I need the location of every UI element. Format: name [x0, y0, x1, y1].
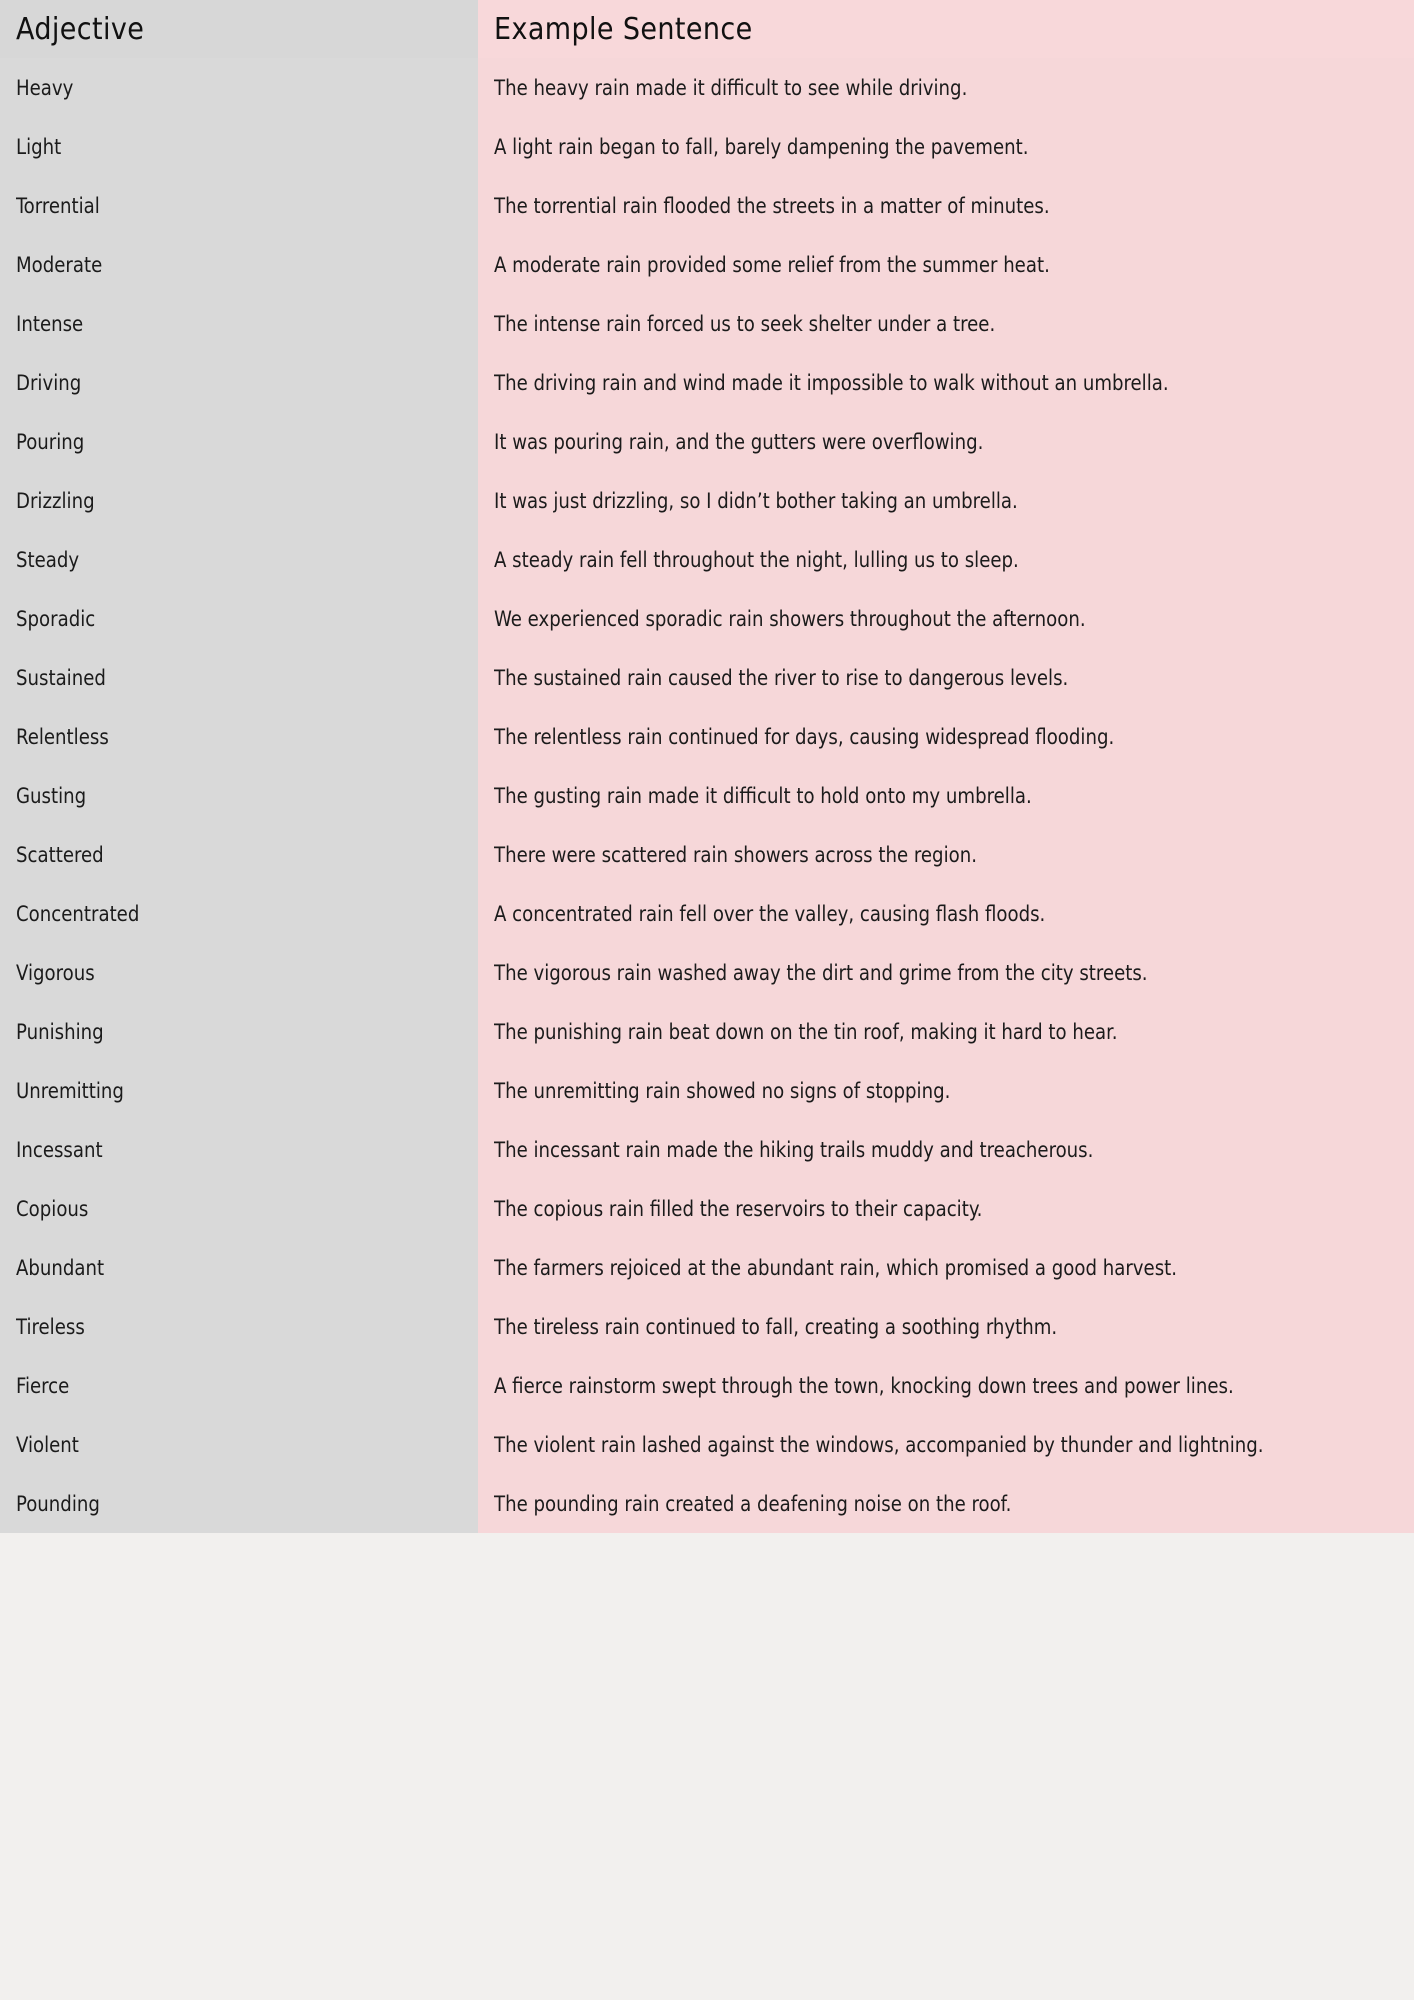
example-sentence-text: The pounding rain created a deafening noise on the roof. [494, 1491, 1012, 1516]
example-sentence-text: The copious rain filled the reservoirs to their capacity. [494, 1196, 983, 1221]
cell-example-sentence [478, 648, 1414, 707]
table-body [0, 58, 1414, 1533]
example-sentence-text: The vigorous rain washed away the dirt and grime from the city streets. [494, 960, 1148, 985]
example-sentence-text: There were scattered rain showers across the region. [494, 842, 977, 867]
cell-adjective [0, 471, 478, 530]
example-sentence-text: The incessant rain made the hiking trails muddy and treacherous. [494, 1137, 1094, 1162]
adjective-text: Relentless [16, 724, 109, 749]
adjective-text: Light [16, 134, 62, 159]
cell-example-sentence [478, 1297, 1414, 1356]
cell-adjective [0, 1238, 478, 1297]
cell-adjective [0, 58, 478, 117]
table-row [0, 766, 1414, 825]
example-sentence-text: A moderate rain provided some relief from the summer heat. [494, 252, 1050, 277]
example-sentence-text: We experienced sporadic rain showers throughout the afternoon. [494, 606, 1086, 631]
cell-example-sentence [478, 58, 1414, 117]
table-row [0, 1238, 1414, 1297]
cell-adjective [0, 1002, 478, 1061]
cell-example-sentence [478, 1120, 1414, 1179]
cell-example-sentence [478, 235, 1414, 294]
cell-adjective [0, 1474, 478, 1533]
example-sentence-text: The intense rain forced us to seek shelter under a tree. [494, 311, 996, 336]
cell-example-sentence [478, 884, 1414, 943]
column-header-example-sentence [478, 0, 1414, 58]
cell-adjective [0, 176, 478, 235]
cell-adjective [0, 1297, 478, 1356]
cell-adjective [0, 353, 478, 412]
example-sentence-text: The farmers rejoiced at the abundant rain, which promised a good harvest. [494, 1255, 1178, 1280]
cell-example-sentence [478, 294, 1414, 353]
cell-adjective [0, 1415, 478, 1474]
cell-example-sentence [478, 353, 1414, 412]
example-sentence-text: The relentless rain continued for days, causing widespread flooding. [494, 724, 1115, 749]
cell-example-sentence [478, 1238, 1414, 1297]
example-sentence-text: The heavy rain made it difficult to see while driving. [494, 75, 968, 100]
example-sentence-text: A fierce rainstorm swept through the town, knocking down trees and power lines. [494, 1373, 1234, 1398]
adjective-text: Fierce [16, 1373, 70, 1398]
example-sentence-text: The violent rain lashed against the windows, accompanied by thunder and lightning. [494, 1432, 1264, 1457]
table-row [0, 117, 1414, 176]
cell-adjective [0, 530, 478, 589]
adjective-text: Scattered [16, 842, 104, 867]
table-row [0, 176, 1414, 235]
table-row [0, 707, 1414, 766]
table-row [0, 1297, 1414, 1356]
cell-adjective [0, 648, 478, 707]
table-row [0, 1120, 1414, 1179]
adjective-text: Drizzling [16, 488, 95, 513]
adjective-text: Sporadic [16, 606, 96, 631]
cell-adjective [0, 943, 478, 1002]
table-row [0, 58, 1414, 117]
example-sentence-text: The gusting rain made it difficult to hold onto my umbrella. [494, 783, 1032, 808]
header-row [0, 0, 1414, 58]
cell-example-sentence [478, 589, 1414, 648]
table-row [0, 235, 1414, 294]
table-row [0, 648, 1414, 707]
cell-adjective [0, 825, 478, 884]
table-row [0, 884, 1414, 943]
column-header-example-sentence-label: Example Sentence [494, 11, 753, 47]
cell-adjective [0, 412, 478, 471]
cell-example-sentence [478, 766, 1414, 825]
table-row [0, 530, 1414, 589]
cell-adjective [0, 1120, 478, 1179]
cell-example-sentence [478, 1415, 1414, 1474]
table-row [0, 353, 1414, 412]
table-row [0, 1474, 1414, 1533]
cell-example-sentence [478, 825, 1414, 884]
table-row [0, 1002, 1414, 1061]
adjective-text: Moderate [16, 252, 103, 277]
cell-example-sentence [478, 117, 1414, 176]
cell-example-sentence [478, 1002, 1414, 1061]
table-row [0, 294, 1414, 353]
adjective-text: Gusting [16, 783, 87, 808]
cell-adjective [0, 589, 478, 648]
adjective-text: Tireless [16, 1314, 85, 1339]
table-header [0, 0, 1414, 58]
table-row [0, 1179, 1414, 1238]
cell-example-sentence [478, 530, 1414, 589]
column-header-adjective [0, 0, 478, 58]
adjective-text: Driving [16, 370, 82, 395]
example-sentence-text: The tireless rain continued to fall, creating a soothing rhythm. [494, 1314, 1058, 1339]
table-row [0, 825, 1414, 884]
table-row [0, 1356, 1414, 1415]
cell-adjective [0, 766, 478, 825]
cell-adjective [0, 235, 478, 294]
adjective-text: Concentrated [16, 901, 140, 926]
example-sentence-text: A light rain began to fall, barely dampening the pavement. [494, 134, 1029, 159]
adjective-text: Violent [16, 1432, 79, 1457]
cell-adjective [0, 1061, 478, 1120]
cell-example-sentence [478, 707, 1414, 766]
cell-example-sentence [478, 1061, 1414, 1120]
adjective-text: Heavy [16, 75, 74, 100]
cell-adjective [0, 294, 478, 353]
cell-example-sentence [478, 1474, 1414, 1533]
example-sentence-text: It was just drizzling, so I didn’t bother taking an umbrella. [494, 488, 1018, 513]
example-sentence-text: The driving rain and wind made it impossible to walk without an umbrella. [494, 370, 1169, 395]
table-row [0, 943, 1414, 1002]
example-sentence-text: The punishing rain beat down on the tin roof, making it hard to hear. [494, 1019, 1118, 1044]
example-sentence-text: The unremitting rain showed no signs of stopping. [494, 1078, 951, 1103]
adjective-text: Punishing [16, 1019, 104, 1044]
cell-adjective [0, 884, 478, 943]
adjective-text: Vigorous [16, 960, 95, 985]
cell-adjective [0, 117, 478, 176]
adjective-text: Steady [16, 547, 80, 572]
adjective-text: Abundant [16, 1255, 105, 1280]
cell-example-sentence [478, 176, 1414, 235]
table-row [0, 471, 1414, 530]
cell-example-sentence [478, 471, 1414, 530]
adjective-text: Pounding [16, 1491, 100, 1516]
example-sentence-text: A steady rain fell throughout the night, lulling us to sleep. [494, 547, 1019, 572]
cell-example-sentence [478, 943, 1414, 1002]
example-sentence-text: The torrential rain flooded the streets in a matter of minutes. [494, 193, 1050, 218]
example-sentence-text: It was pouring rain, and the gutters were overflowing. [494, 429, 984, 454]
table-row [0, 1061, 1414, 1120]
adjective-text: Pouring [16, 429, 85, 454]
adjective-text: Incessant [16, 1137, 103, 1162]
example-sentence-text: A concentrated rain fell over the valley, causing flash floods. [494, 901, 1046, 926]
cell-adjective [0, 1179, 478, 1238]
cell-example-sentence [478, 412, 1414, 471]
column-header-adjective-label: Adjective [16, 11, 145, 47]
adjective-text: Torrential [16, 193, 100, 218]
adjective-text: Copious [16, 1196, 89, 1221]
cell-adjective [0, 1356, 478, 1415]
cell-example-sentence [478, 1356, 1414, 1415]
table-row [0, 589, 1414, 648]
adjective-text: Unremitting [16, 1078, 124, 1103]
table-row [0, 412, 1414, 471]
adjective-text: Sustained [16, 665, 106, 690]
adjective-text: Intense [16, 311, 84, 336]
cell-example-sentence [478, 1179, 1414, 1238]
table-row [0, 1415, 1414, 1474]
example-sentence-text: The sustained rain caused the river to rise to dangerous levels. [494, 665, 1069, 690]
cell-adjective [0, 707, 478, 766]
